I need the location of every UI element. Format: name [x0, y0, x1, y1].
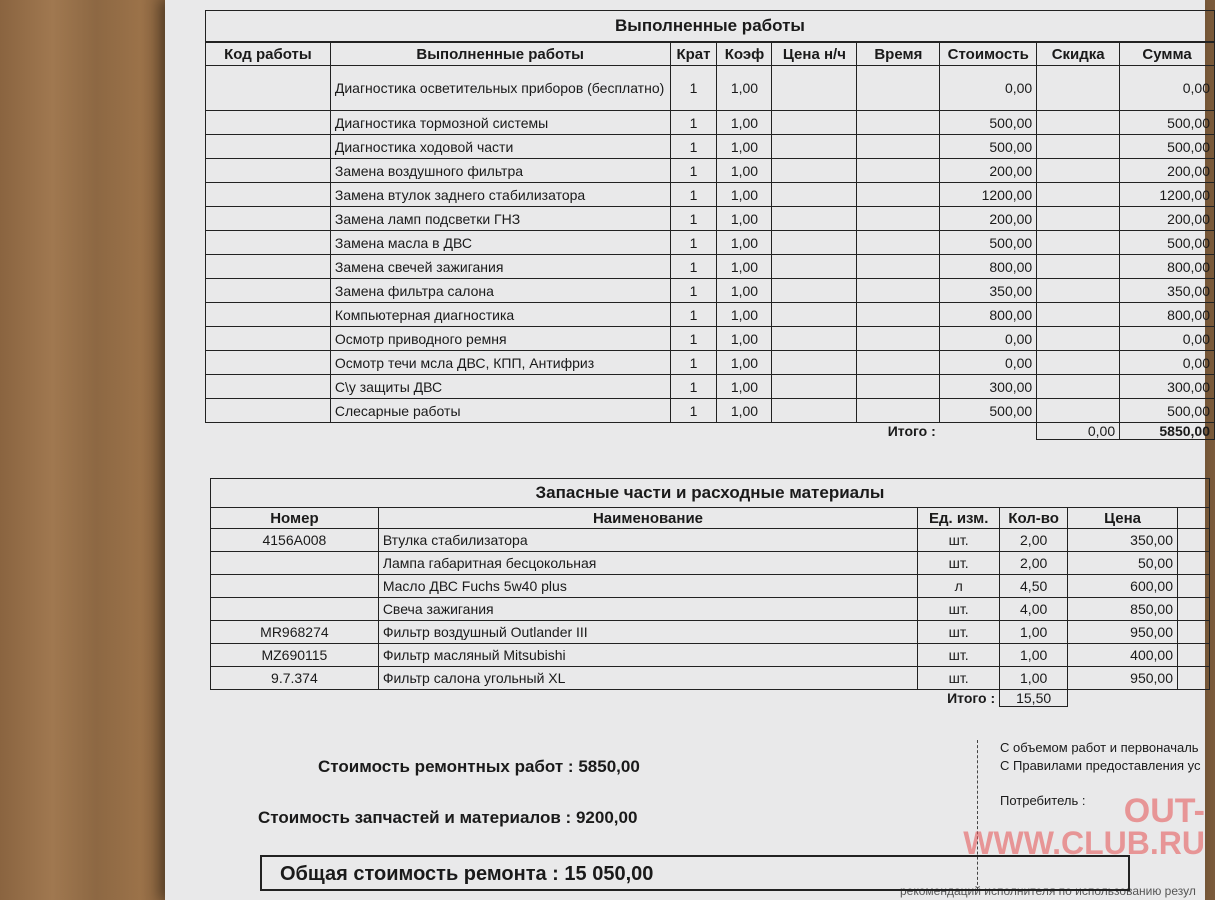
- col-header-name: Наименование: [378, 508, 917, 529]
- works-cell-price-nh: [772, 279, 857, 303]
- works-cell-krat: 1: [670, 279, 717, 303]
- works-cell-code: [206, 183, 331, 207]
- parts-cell-price: 850,00: [1068, 598, 1178, 621]
- watermark-line-1: OUT-: [1123, 792, 1205, 830]
- parts-cell-qty: 2,00: [1000, 552, 1068, 575]
- parts-cost-line: [258, 808, 637, 828]
- parts-cell-name: Фильтр воздушный Outlander III: [378, 621, 917, 644]
- parts-cell-unit: шт.: [918, 667, 1000, 690]
- works-row: [206, 375, 1215, 399]
- works-cell-krat: 1: [670, 255, 717, 279]
- works-row: [206, 231, 1215, 255]
- parts-row: [211, 667, 1210, 690]
- works-cell-sum: 0,00: [1120, 351, 1215, 375]
- works-cell-krat: 1: [670, 375, 717, 399]
- works-cell-discount: [1037, 351, 1120, 375]
- works-cell-code: [206, 255, 331, 279]
- works-cell-time: [857, 111, 940, 135]
- parts-cell-code: MZ690115: [211, 644, 379, 667]
- works-cell-krat: 1: [670, 183, 717, 207]
- works-cell-koef: 1,00: [717, 207, 772, 231]
- works-cell-cost: 800,00: [940, 303, 1037, 327]
- parts-cell-price: 950,00: [1068, 667, 1178, 690]
- col-header-unit: Ед. изм.: [918, 508, 1000, 529]
- works-cell-koef: 1,00: [717, 327, 772, 351]
- col-header-price: Цена: [1068, 508, 1178, 529]
- works-cell-code: [206, 303, 331, 327]
- works-cell-krat: 1: [670, 111, 717, 135]
- works-cell-code: [206, 279, 331, 303]
- works-cell-price-nh: [772, 327, 857, 351]
- works-cell-discount: [1037, 231, 1120, 255]
- works-cell-sum: 200,00: [1120, 159, 1215, 183]
- parts-cell-unit: л: [918, 575, 1000, 598]
- works-cell-sum: 500,00: [1120, 135, 1215, 159]
- parts-cell-qty: 4,00: [1000, 598, 1068, 621]
- parts-cell-unit: шт.: [918, 598, 1000, 621]
- agreement-line-1: С объемом работ и первоначаль: [1000, 740, 1199, 755]
- parts-cell-code: [211, 575, 379, 598]
- works-cell-code: [206, 207, 331, 231]
- works-row: [206, 159, 1215, 183]
- works-cell-krat: 1: [670, 159, 717, 183]
- parts-cell-name: Лампа габаритная бесцокольная: [378, 552, 917, 575]
- parts-cell-code: [211, 552, 379, 575]
- works-cell-koef: 1,00: [717, 399, 772, 423]
- works-cell-time: [857, 255, 940, 279]
- works-cell-name: Замена втулок заднего стабилизатора: [330, 183, 670, 207]
- works-cell-cost: 0,00: [940, 351, 1037, 375]
- works-cell-time: [857, 207, 940, 231]
- works-cell-price-nh: [772, 375, 857, 399]
- parts-cell-extra: [1178, 529, 1210, 552]
- works-cell-time: [857, 231, 940, 255]
- works-cell-price-nh: [772, 399, 857, 423]
- col-header-price-nh: Цена н/ч: [772, 42, 857, 66]
- works-cell-name: Замена свечей зажигания: [330, 255, 670, 279]
- parts-cost-value: 9200,00: [575, 808, 638, 827]
- works-cell-cost: 500,00: [940, 111, 1037, 135]
- parts-cell-price: 600,00: [1068, 575, 1178, 598]
- grand-total-value: 15 050,00: [564, 863, 654, 885]
- works-cell-price-nh: [772, 183, 857, 207]
- works-cell-discount: [1037, 66, 1120, 111]
- works-cell-cost: 1200,00: [940, 183, 1037, 207]
- parts-cell-name: Фильтр салона угольный XL: [378, 667, 917, 690]
- works-cell-cost: 200,00: [940, 207, 1037, 231]
- parts-cell-code: MR968274: [211, 621, 379, 644]
- col-header-sum: Сумма: [1120, 42, 1215, 66]
- works-cell-price-nh: [772, 111, 857, 135]
- works-cell-discount: [1037, 375, 1120, 399]
- parts-cell-name: Свеча зажигания: [378, 598, 917, 621]
- col-header-qty: Кол-во: [1000, 508, 1068, 529]
- parts-total-label: Итого :: [947, 690, 996, 707]
- works-cell-name: Замена ламп подсветки ГНЗ: [330, 207, 670, 231]
- parts-cell-extra: [1178, 598, 1210, 621]
- works-row: [206, 135, 1215, 159]
- works-row: [206, 327, 1215, 351]
- col-header-time: Время: [857, 42, 940, 66]
- works-cell-koef: 1,00: [717, 375, 772, 399]
- parts-cell-price: 50,00: [1068, 552, 1178, 575]
- repair-cost-label: Стоимость ремонтных работ :: [318, 757, 574, 776]
- works-cell-krat: 1: [670, 303, 717, 327]
- col-header-number: Номер: [211, 508, 379, 529]
- works-cell-krat: 1: [670, 231, 717, 255]
- works-cell-price-nh: [772, 351, 857, 375]
- works-cell-koef: 1,00: [717, 231, 772, 255]
- parts-row: [211, 529, 1210, 552]
- works-cell-cost: 300,00: [940, 375, 1037, 399]
- works-cell-sum: 500,00: [1120, 231, 1215, 255]
- col-header-cost: Стоимость: [940, 42, 1037, 66]
- parts-cell-price: 400,00: [1068, 644, 1178, 667]
- parts-cell-extra: [1178, 552, 1210, 575]
- parts-cell-code: 9.7.374: [211, 667, 379, 690]
- works-total-sum: 5850,00: [1120, 423, 1215, 440]
- works-cell-discount: [1037, 159, 1120, 183]
- works-cell-code: [206, 399, 331, 423]
- works-cell-discount: [1037, 399, 1120, 423]
- works-cell-sum: 350,00: [1120, 279, 1215, 303]
- works-cell-sum: 0,00: [1120, 66, 1215, 111]
- works-row: [206, 303, 1215, 327]
- works-cell-time: [857, 327, 940, 351]
- works-cell-name: Осмотр приводного ремня: [330, 327, 670, 351]
- works-cell-name: Замена масла в ДВС: [330, 231, 670, 255]
- parts-row: [211, 644, 1210, 667]
- works-cell-time: [857, 351, 940, 375]
- works-row: [206, 183, 1215, 207]
- invoice-paper: [165, 0, 1210, 900]
- works-cell-sum: 1200,00: [1120, 183, 1215, 207]
- col-header-koef: Коэф: [717, 42, 772, 66]
- works-cell-discount: [1037, 207, 1120, 231]
- works-cell-krat: 1: [670, 66, 717, 111]
- works-cell-discount: [1037, 279, 1120, 303]
- repair-cost-value: 5850,00: [578, 757, 640, 776]
- works-cell-cost: 500,00: [940, 399, 1037, 423]
- works-cell-koef: 1,00: [717, 183, 772, 207]
- works-cell-sum: 500,00: [1120, 111, 1215, 135]
- recommendation-text: рекомендаций исполнителя по использованию резул: [900, 884, 1196, 898]
- works-cell-name: С\у защиты ДВС: [330, 375, 670, 399]
- col-header-extra: [1178, 508, 1210, 529]
- parts-cell-name: Масло ДВС Fuchs 5w40 plus: [378, 575, 917, 598]
- parts-cell-qty: 1,00: [1000, 667, 1068, 690]
- works-cell-sum: 0,00: [1120, 327, 1215, 351]
- works-row: [206, 255, 1215, 279]
- parts-cell-unit: шт.: [918, 552, 1000, 575]
- grand-total-label: Общая стоимость ремонта :: [280, 863, 559, 885]
- works-cell-discount: [1037, 183, 1120, 207]
- consumer-label: Потребитель :: [1000, 793, 1086, 808]
- parts-cell-extra: [1178, 621, 1210, 644]
- works-cell-discount: [1037, 327, 1120, 351]
- parts-total-qty: 15,50: [1000, 690, 1068, 707]
- repair-cost-line: [318, 757, 640, 777]
- works-cell-name: Замена фильтра салона: [330, 279, 670, 303]
- works-cell-cost: 800,00: [940, 255, 1037, 279]
- works-cell-koef: 1,00: [717, 135, 772, 159]
- parts-cell-code: [211, 598, 379, 621]
- parts-row: [211, 575, 1210, 598]
- parts-cell-unit: шт.: [918, 621, 1000, 644]
- works-cell-discount: [1037, 303, 1120, 327]
- wood-background: [0, 0, 175, 900]
- works-row: [206, 279, 1215, 303]
- works-cell-sum: 200,00: [1120, 207, 1215, 231]
- works-cell-code: [206, 66, 331, 111]
- works-cell-price-nh: [772, 66, 857, 111]
- works-cell-koef: 1,00: [717, 303, 772, 327]
- works-cell-cost: 0,00: [940, 66, 1037, 111]
- parts-cell-qty: 4,50: [1000, 575, 1068, 598]
- works-cell-krat: 1: [670, 135, 717, 159]
- works-cell-krat: 1: [670, 399, 717, 423]
- works-total-discount: 0,00: [1037, 423, 1120, 440]
- works-cell-time: [857, 375, 940, 399]
- works-cell-time: [857, 183, 940, 207]
- parts-cell-unit: шт.: [918, 529, 1000, 552]
- works-cell-code: [206, 159, 331, 183]
- col-header-work: Выполненные работы: [330, 42, 670, 66]
- works-title: Выполненные работы: [206, 11, 1215, 43]
- parts-cell-qty: 1,00: [1000, 644, 1068, 667]
- parts-row: [211, 552, 1210, 575]
- parts-cost-label: Стоимость запчастей и материалов :: [258, 808, 572, 827]
- works-cell-discount: [1037, 255, 1120, 279]
- works-cell-sum: 300,00: [1120, 375, 1215, 399]
- parts-row: [211, 621, 1210, 644]
- works-cell-cost: 500,00: [940, 231, 1037, 255]
- works-cell-time: [857, 303, 940, 327]
- works-cell-name: Компьютерная диагностика: [330, 303, 670, 327]
- parts-cell-price: 950,00: [1068, 621, 1178, 644]
- works-cell-price-nh: [772, 255, 857, 279]
- col-header-code: Код работы: [206, 42, 331, 66]
- works-cell-name: Замена воздушного фильтра: [330, 159, 670, 183]
- works-row: [206, 111, 1215, 135]
- grand-total-box: [260, 855, 1130, 891]
- works-cell-cost: 350,00: [940, 279, 1037, 303]
- works-cell-price-nh: [772, 231, 857, 255]
- parts-cell-extra: [1178, 667, 1210, 690]
- works-cell-name: Осмотр течи мсла ДВС, КПП, Антифриз: [330, 351, 670, 375]
- works-cell-koef: 1,00: [717, 351, 772, 375]
- works-cell-price-nh: [772, 135, 857, 159]
- works-cell-koef: 1,00: [717, 279, 772, 303]
- parts-row: [211, 598, 1210, 621]
- works-cell-sum: 800,00: [1120, 255, 1215, 279]
- works-cell-koef: 1,00: [717, 159, 772, 183]
- parts-cell-unit: шт.: [918, 644, 1000, 667]
- agreement-line-2: С Правилами предоставления ус: [1000, 758, 1201, 773]
- works-row: [206, 351, 1215, 375]
- works-cell-time: [857, 135, 940, 159]
- works-cell-code: [206, 327, 331, 351]
- works-cell-time: [857, 159, 940, 183]
- parts-cell-name: Фильтр масляный Mitsubishi: [378, 644, 917, 667]
- parts-cell-extra: [1178, 575, 1210, 598]
- site-watermark: [905, 792, 1205, 861]
- works-cell-discount: [1037, 111, 1120, 135]
- col-header-discount: Скидка: [1037, 42, 1120, 66]
- works-table: [205, 10, 1215, 440]
- works-cell-krat: 1: [670, 207, 717, 231]
- works-cell-cost: 0,00: [940, 327, 1037, 351]
- parts-cell-price: 350,00: [1068, 529, 1178, 552]
- works-cell-krat: 1: [670, 327, 717, 351]
- works-cell-code: [206, 375, 331, 399]
- works-cell-cost: 500,00: [940, 135, 1037, 159]
- works-cell-code: [206, 231, 331, 255]
- works-cell-price-nh: [772, 207, 857, 231]
- parts-cell-code: 4156A008: [211, 529, 379, 552]
- parts-table: [210, 478, 1210, 707]
- works-cell-code: [206, 351, 331, 375]
- parts-cell-name: Втулка стабилизатора: [378, 529, 917, 552]
- works-row: [206, 66, 1215, 111]
- watermark-line-2: WWW.CLUB.RU: [963, 825, 1205, 861]
- works-cell-koef: 1,00: [717, 66, 772, 111]
- works-cell-code: [206, 135, 331, 159]
- works-cell-sum: 800,00: [1120, 303, 1215, 327]
- works-cell-koef: 1,00: [717, 111, 772, 135]
- works-cell-koef: 1,00: [717, 255, 772, 279]
- works-total-label: Итого :: [887, 423, 936, 440]
- parts-title: Запасные части и расходные материалы: [211, 479, 1210, 508]
- parts-cell-extra: [1178, 644, 1210, 667]
- works-cell-name: Диагностика осветительных приборов (бесплатно): [330, 66, 670, 111]
- col-header-krat: Крат: [670, 42, 717, 66]
- works-cell-time: [857, 399, 940, 423]
- works-cell-name: Диагностика ходовой части: [330, 135, 670, 159]
- works-cell-sum: 500,00: [1120, 399, 1215, 423]
- works-cell-code: [206, 111, 331, 135]
- works-row: [206, 207, 1215, 231]
- parts-cell-qty: 2,00: [1000, 529, 1068, 552]
- works-cell-krat: 1: [670, 351, 717, 375]
- works-cell-time: [857, 66, 940, 111]
- works-cell-price-nh: [772, 159, 857, 183]
- works-cell-time: [857, 279, 940, 303]
- works-cell-name: Слесарные работы: [330, 399, 670, 423]
- works-cell-name: Диагностика тормозной системы: [330, 111, 670, 135]
- works-cell-price-nh: [772, 303, 857, 327]
- works-row: [206, 399, 1215, 423]
- works-cell-discount: [1037, 135, 1120, 159]
- works-cell-cost: 200,00: [940, 159, 1037, 183]
- parts-cell-qty: 1,00: [1000, 621, 1068, 644]
